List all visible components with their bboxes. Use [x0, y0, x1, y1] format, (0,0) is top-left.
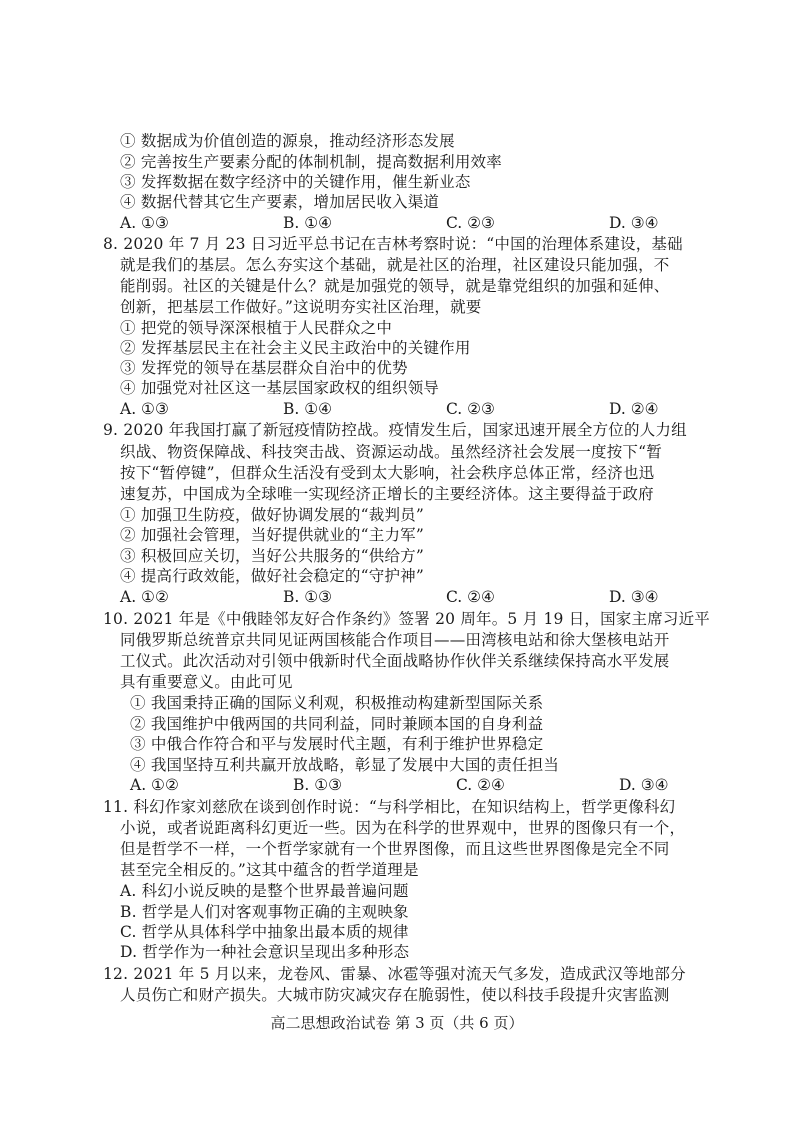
q8-item: ① 把党的领导深深根植于人民群众之中: [120, 319, 393, 337]
q11-stem-line: 11. 科幻作家刘慈欣在谈到创作时说：“与科学相比，在知识结构上，哲学更像科幻: [103, 798, 676, 816]
q12-stem-line: 12. 2021 年 5 月以来，龙卷风、雷暴、冰雹等强对流天气多发，造成武汉等地部分: [103, 965, 686, 983]
q8-option-b: B. ①④: [283, 400, 333, 418]
q11-stem-line: 但是哲学不一样，一个哲学家就有一个世界图像，而且这些世界图像是完全不同: [120, 840, 670, 858]
q11-choice-c: C. 哲学从具体科学中抽象出最本质的规律: [120, 923, 409, 941]
q8-option-d: D. ②④: [609, 400, 659, 418]
q8-item: ④ 加强党对社区这一基层国家政权的组织领导: [120, 379, 440, 397]
q7-option-d: D. ③④: [609, 214, 659, 232]
q12-stem-line: 人员伤亡和财产损失。大城市防灾减灾存在脆弱性，使以科技手段提升灾害监测: [120, 986, 670, 1004]
q9-stem-line: 速复苏，中国成为全球唯一实现经济正增长的主要经济体。这主要得益于政府: [120, 485, 654, 503]
q9-item: ④ 提高行政效能，做好社会稳定的“守护神”: [120, 567, 424, 585]
q7-option-b: B. ①④: [283, 214, 333, 232]
q10-item: ④ 我国坚持互利共赢开放战略，彰显了发展中大国的责任担当: [130, 756, 560, 774]
q9-option-d: D. ③④: [609, 588, 659, 606]
q10-item: ① 我国秉持正确的国际义利观，积极推动构建新型国际关系: [130, 694, 544, 712]
q7-item: ③ 发挥数据在数字经济中的关键作用，催生新业态: [120, 173, 471, 191]
q8-stem-line: 能削弱。社区的关键是什么？就是加强党的领导，就是靠党组织的加强和延伸、: [120, 277, 670, 295]
q9-item: ① 加强卫生防疫，做好协调发展的“裁判员”: [120, 506, 424, 524]
q10-stem-line: 具有重要意义。由此可见: [120, 673, 293, 691]
q10-option-b: B. ①③: [293, 776, 343, 794]
q8-stem-line: 8. 2020 年 7 月 23 日习近平总书记在吉林考察时说：“中国的治理体系建设，基础: [103, 235, 683, 253]
q7-item: ④ 数据代替其它生产要素，增加居民收入渠道: [120, 193, 440, 211]
q10-option-d: D. ③④: [619, 776, 669, 794]
q8-item: ③ 发挥党的领导在基层群众自治中的优势: [120, 359, 408, 377]
page-footer: 高二思想政治试卷 第 3 页（共 6 页）: [270, 1014, 524, 1032]
q8-item: ② 发挥基层民主在社会主义民主政治中的关键作用: [120, 339, 471, 357]
q11-stem-line: 甚至完全相反的。”这其中蕴含的哲学道理是: [120, 861, 419, 879]
q9-option-b: B. ①③: [283, 588, 333, 606]
q10-item: ③ 中俄合作符合和平与发展时代主题，有利于维护世界稳定: [130, 735, 544, 753]
q11-stem-line: 小说，或者说距离科幻更近一些。因为在科学的世界观中，世界的图像只有一个，: [120, 819, 686, 837]
q10-item: ② 我国维护中俄两国的共同利益，同时兼顾本国的自身利益: [130, 715, 544, 733]
q7-item: ① 数据成为价值创造的源泉，推动经济形态发展: [120, 132, 455, 150]
q11-choice-b: B. 哲学是人们对客观事物正确的主观映象: [120, 903, 409, 921]
q9-item: ③ 积极回应关切，当好公共服务的“供给方”: [120, 547, 424, 565]
q10-option-a: A. ①②: [130, 776, 179, 794]
q7-option-a: A. ①③: [120, 214, 169, 232]
q10-stem-line: 同俄罗斯总统普京共同见证两国核能合作项目——田湾核电站和徐大堡核电站开: [120, 631, 670, 649]
q10-stem-line: 工仪式。此次活动对引领中俄新时代全面战略协作伙伴关系继续保持高水平发展: [120, 652, 670, 670]
q8-stem-line: 创新，把基层工作做好。”这说明夯实社区治理，就要: [120, 298, 482, 316]
q9-stem-line: 按下“暂停键”，但群众生活没有受到太大影响，社会秩序总体正常，经济也迅: [120, 464, 655, 482]
q10-option-c: C. ②④: [456, 776, 505, 794]
q11-choice-a: A. 科幻小说反映的是整个世界最普遍问题: [120, 882, 409, 900]
q8-option-a: A. ①③: [120, 400, 169, 418]
q9-stem-line: 9. 2020 年我国打赢了新冠疫情防控战。疫情发生后，国家迅速开展全方位的人力组: [103, 421, 687, 439]
q8-stem-line: 就是我们的基层。怎么夯实这个基础，就是社区的治理，社区建设只能加强，不: [120, 256, 670, 274]
q10-stem-line: 10. 2021 年是《中俄睦邻友好合作条约》签署 20 周年。5 月 19 日，国家主席习近平: [103, 610, 710, 628]
q7-option-c: C. ②③: [446, 214, 495, 232]
q9-option-c: C. ②④: [446, 588, 495, 606]
q11-choice-d: D. 哲学作为一种社会意识呈现出多种形态: [120, 943, 410, 961]
q9-item: ② 加强社会管理，当好提供就业的“主力军”: [120, 526, 424, 544]
q8-option-c: C. ②③: [446, 400, 495, 418]
q9-stem-line: 织战、物资保障战、科技突击战、资源运动战。虽然经济社会发展一度按下“暂: [120, 443, 662, 461]
q9-option-a: A. ①②: [120, 588, 169, 606]
q7-item: ② 完善按生产要素分配的体制机制，提高数据利用效率: [120, 153, 502, 171]
